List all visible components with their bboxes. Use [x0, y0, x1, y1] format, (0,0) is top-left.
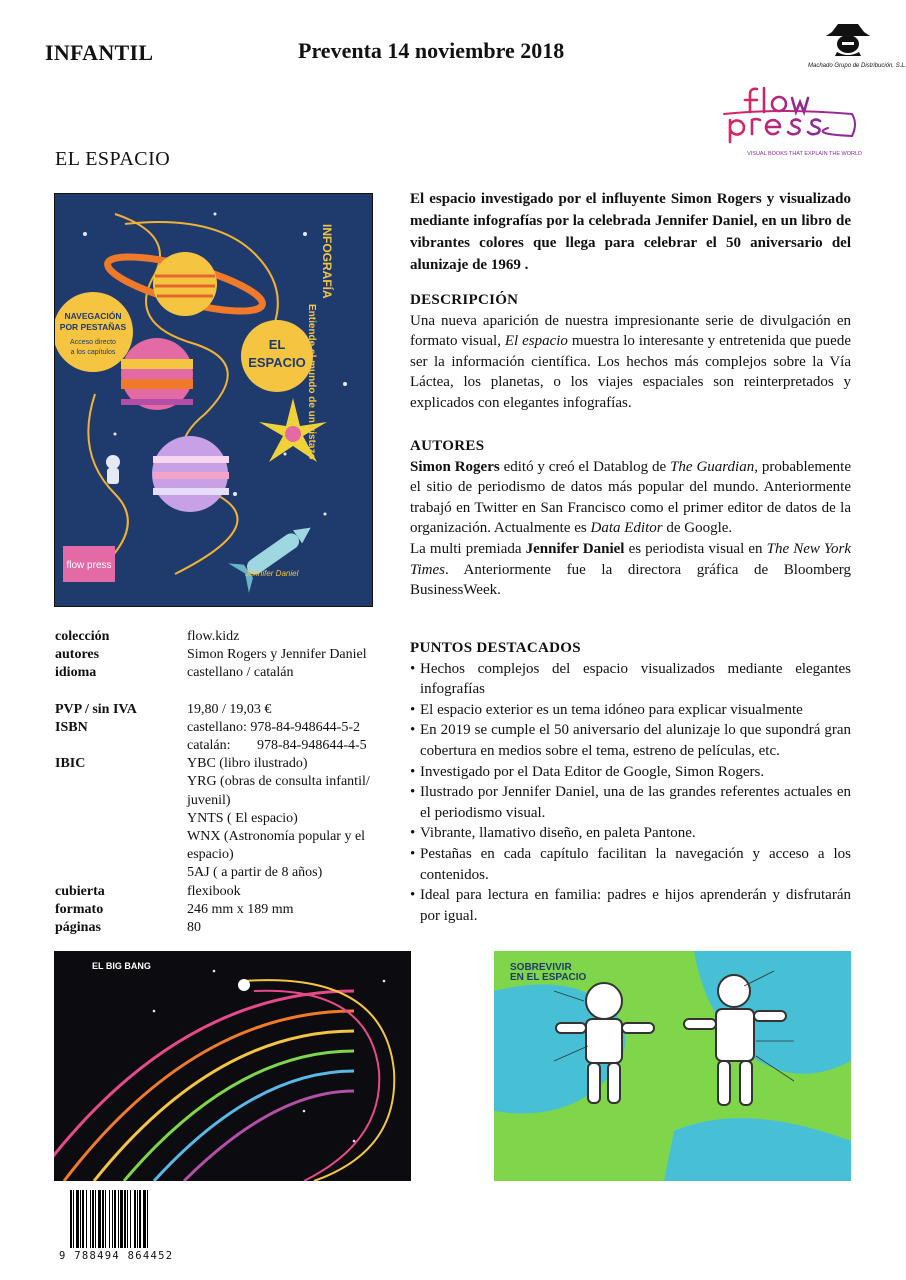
intro-paragraph: El espacio investigado por el influyente Simon Rogers y visualizado mediante infografías por la celebrada Jennifer Daniel, en un libro de vibrantes colores que llega para celebrar el 50 aniversario del alunizaje de 1969 .	[410, 191, 851, 273]
svg-text:EL: EL	[268, 337, 286, 352]
barcode-bar	[82, 1190, 84, 1248]
sample-spread-big-bang	[54, 951, 411, 1181]
barcode-bar	[130, 1190, 131, 1248]
list-item: • El espacio exterior es un tema idóneo para explicar visualmente	[410, 700, 851, 721]
barcode-bar	[118, 1190, 119, 1248]
meta-ibic-item: YNTS ( El espacio)	[187, 810, 298, 826]
barcode-bar	[92, 1190, 94, 1248]
meta-isbn-es: castellano: 978-84-948644-5-2	[187, 719, 361, 735]
barcode-bar	[76, 1190, 79, 1248]
svg-text:Entiende el mundo de un vistaz: Entiende el mundo de un vistazo	[306, 304, 317, 460]
barcode-bar	[124, 1190, 126, 1248]
meta-isbn-ca: 978-84-948644-4-5	[257, 738, 367, 754]
svg-text:flow press: flow press	[66, 560, 112, 571]
meta-label: autores	[55, 647, 100, 663]
flow-press-wordmark	[720, 84, 862, 146]
title-badge	[241, 320, 313, 392]
highlights-list	[410, 659, 851, 927]
list-item: • Investigado por el Data Editor de Google, Simon Rogers.	[410, 762, 851, 783]
presale-date: Preventa 14 noviembre 2018	[298, 38, 565, 63]
meta-ibic-item: YRG (obras de consulta infantil/ juvenil)	[187, 774, 370, 808]
meta-label: ISBN	[55, 719, 88, 735]
navigation-badge	[55, 292, 133, 372]
meta-ibic-item: YBC (libro ilustrado)	[187, 756, 308, 772]
striped-planet	[121, 338, 193, 410]
svg-text:INFOGRAFÍA: INFOGRAFÍA	[320, 224, 334, 299]
authors-section	[410, 436, 851, 601]
cover-illustration	[55, 194, 373, 607]
barcode-bar	[147, 1190, 148, 1248]
isbn-barcode	[56, 1190, 186, 1262]
meta-idioma: castellano / catalán	[187, 665, 294, 681]
book-cover	[54, 193, 373, 607]
list-item: • Hechos complejos del espacio visualizados mediante elegantes infografías	[410, 659, 851, 700]
book-metadata	[55, 628, 395, 937]
meta-paginas: 80	[187, 920, 201, 936]
meta-label: cubierta	[55, 883, 105, 899]
description-section	[410, 290, 851, 414]
author-bio-rogers: Simon Rogers editó y creó el Datablog de The Guardian, probablemente el sitio de periodismo de datos más popular del mundo. Anteriormente trabajó en Twitter en San Francisco como el primer editor de datos de la organización. Actualmente es Data Editor de Google.	[410, 458, 851, 537]
category-label: INFANTIL	[45, 40, 154, 65]
list-item: • Vibrante, llamativo diseño, en paleta Pantone.	[410, 823, 851, 844]
barcode-bar	[112, 1190, 113, 1248]
flow-press-tagline: VISUAL BOOKS THAT EXPLAIN THE WORLD	[747, 151, 862, 157]
distributor-name: Machado Grupo de Distribución, S.L.	[808, 63, 906, 69]
svg-text:POR PESTAÑAS: POR PESTAÑAS	[59, 322, 127, 332]
barcode-bar	[105, 1190, 106, 1248]
list-item: • Pestañas en cada capítulo facilitan la navegación y acceso a los contenidos.	[410, 844, 851, 885]
barcode-bar	[98, 1190, 101, 1248]
meta-label: PVP / sin IVA	[55, 701, 137, 717]
spread-title: SOBREVIVIR EN EL ESPACIO	[510, 962, 587, 983]
barcode-bar	[139, 1190, 141, 1248]
meta-isbn-ca-label: catalán:	[187, 738, 231, 754]
meta-label: colección	[55, 629, 110, 644]
barcode-bar	[70, 1190, 72, 1248]
author-bio-daniel: La multi premiada Jennifer Daniel es periodista visual en The New York Times. Anteriormente fue la directora gráfica de Bloomberg BusinessWeek.	[410, 540, 851, 599]
meta-autores: Simon Rogers y Jennifer Daniel	[187, 647, 367, 663]
meta-label: formato	[55, 901, 104, 917]
meta-coleccion: flow.kidz	[187, 629, 240, 644]
book-title: EL ESPACIO	[55, 148, 171, 170]
section-heading: PUNTOS DESTACADOS	[410, 640, 581, 656]
barcode-bar	[102, 1190, 104, 1248]
list-item: • En 2019 se cumple el 50 aniversario del alunizaje lo que supondrá gran cobertura en medios sobre el tema, estreno de películas, etc.	[410, 720, 851, 761]
meta-formato: 246 mm x 189 mm	[187, 901, 294, 917]
svg-text:Jennifer Daniel: Jennifer Daniel	[245, 569, 299, 578]
barcode-bar	[80, 1190, 81, 1248]
highlights-section	[410, 638, 851, 926]
section-heading: AUTORES	[410, 438, 485, 454]
astronaut-spread-illustration	[494, 951, 851, 1181]
barcode-bar	[134, 1190, 136, 1248]
svg-text:a los capítulos: a los capítulos	[70, 349, 116, 356]
barcode-bar	[90, 1190, 91, 1248]
flow-press-logo	[720, 84, 862, 157]
barcode-bar	[127, 1190, 128, 1248]
barcode-digits: 9 788494 864452	[59, 1250, 174, 1262]
barcode-bar	[95, 1190, 96, 1248]
description-text: Una nueva aparición de nuestra impresionante serie de divulgación en formato visual, El espacio muestra lo interesante y entretenida que puede ser la información científica. Los hechos más complejos sobre la Vía Láctea, los planetas, o los viajes espaciales son reinterpretados y explicados con elegantes infografías.	[410, 312, 851, 411]
barcode-bar	[143, 1190, 146, 1248]
spread-title: EL BIG BANG	[92, 961, 151, 971]
barcode-bar	[120, 1190, 123, 1248]
hat-man-icon	[818, 22, 878, 56]
meta-ibic-item: WNX (Astronomía popular y el espacio)	[187, 829, 366, 863]
meta-ibic-item: 5AJ ( a partir de 8 años)	[187, 865, 323, 881]
list-item: • Ilustrado por Jennifer Daniel, una de las grandes referentes actuales en el periodismo visual.	[410, 782, 851, 823]
barcode-bar	[73, 1190, 74, 1248]
sample-spread-survive	[494, 951, 851, 1181]
meta-label: páginas	[55, 920, 101, 936]
svg-text:Acceso directo: Acceso directo	[70, 339, 116, 346]
big-bang-illustration	[54, 951, 411, 1181]
meta-cubierta: flexibook	[187, 883, 241, 899]
distributor-logo	[808, 22, 906, 69]
astronaut-icon	[106, 455, 120, 484]
meta-label: IBIC	[55, 756, 86, 772]
barcode-bars	[70, 1190, 196, 1248]
barcode-bar	[109, 1190, 110, 1248]
svg-text:ESPACIO: ESPACIO	[248, 355, 306, 370]
barcode-bar	[114, 1190, 116, 1248]
barcode-bar	[137, 1190, 138, 1248]
meta-pvp: 19,80 / 19,03 €	[187, 701, 272, 717]
svg-text:NAVEGACIÓN: NAVEGACIÓN	[64, 311, 122, 321]
barcode-bar	[86, 1190, 87, 1248]
section-heading: DESCRIPCIÓN	[410, 292, 519, 308]
meta-label: idioma	[55, 665, 97, 681]
list-item: • Ideal para lectura en familia: padres e hijos aprenderán y disfrutarán por igual.	[410, 885, 851, 926]
